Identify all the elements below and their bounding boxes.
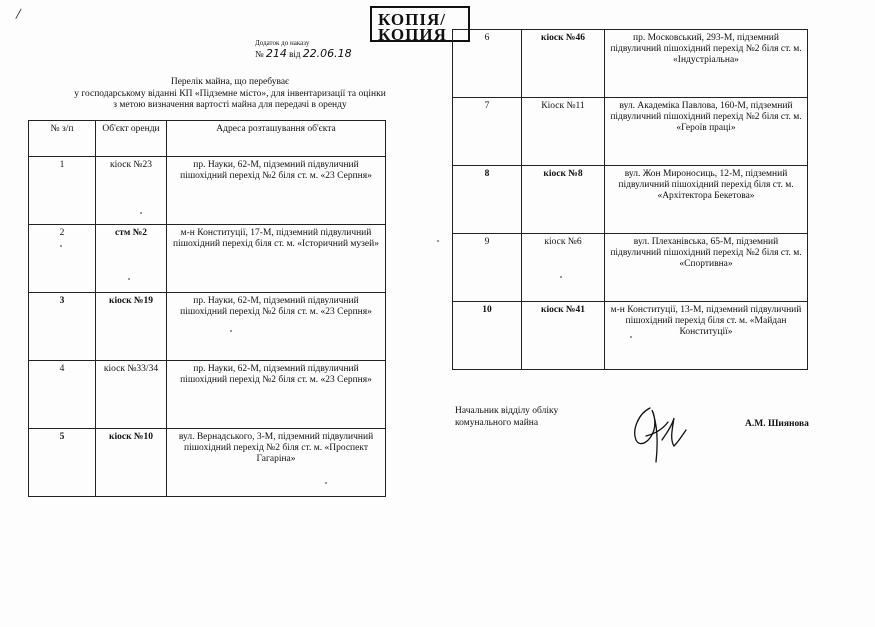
row-address: вул. Жон Мироносиць, 12-М, підземний підвуличний пішохідний перехід біля ст. м. «Архітектора Бекетова»	[605, 166, 808, 234]
row-address: м-н Конституції, 13-М, підземний підвуличний пішохідний перехід біля ст. м. «Майдан Конституції»	[605, 302, 808, 370]
signatory-name: А.М. Шиянова	[745, 419, 809, 429]
row-object: кіоск №8	[522, 166, 605, 234]
row-num: 9	[453, 234, 522, 302]
signatory-title-line-2: комунального майна	[455, 417, 539, 428]
row-object: кіоск №33/34	[96, 361, 167, 429]
row-object: кіоск №6	[522, 234, 605, 302]
row-object: кіоск №10	[96, 429, 167, 497]
row-address: м-н Конституції, 17-М, підземний підвуличний пішохідний перехід біля ст. м. «Історичний музей»	[167, 225, 386, 293]
row-address: вул. Академіка Павлова, 160-М, підземний підвуличний пішохідний перехід №2 біля ст. м. «Героїв праці»	[605, 98, 808, 166]
row-address: вул. Вернадського, 3-М, підземний підвуличний пішохідний перехід №2 біля ст. м. «Проспект Гагаріна»	[167, 429, 386, 497]
row-num: 1	[29, 157, 96, 225]
header-address: Адреса розташування об'єкта	[167, 121, 386, 157]
title-line-1: Перелік майна, що перебуває	[170, 77, 290, 87]
addendum-number-label: №	[255, 49, 264, 59]
title-line-2: у господарському віданні КП «Підземне місто», для інвентаризації та оцінки	[74, 88, 386, 99]
addendum-date-label: від	[289, 49, 301, 59]
table-row	[29, 361, 386, 429]
header-num: № з/п	[29, 121, 96, 157]
property-table-left	[28, 120, 386, 497]
table-header-row	[29, 121, 386, 157]
pen-mark: /	[14, 5, 22, 24]
table-row	[453, 98, 808, 166]
table-row	[453, 166, 808, 234]
signatory-title	[455, 406, 558, 429]
row-address: пр. Науки, 62-М, підземний підвуличний пішохідний перехід №2 біля ст. м. «23 Серпня»	[167, 157, 386, 225]
row-object: кіоск №19	[96, 293, 167, 361]
scan-speck	[437, 240, 439, 242]
table-row	[29, 157, 386, 225]
row-num: 3	[29, 293, 96, 361]
row-object: кіоск №23	[96, 157, 167, 225]
table-row	[29, 225, 386, 293]
scan-speck	[140, 212, 142, 214]
row-address: вул. Плеханівська, 65-М, підземний підвуличний пішохідний перехід №2 біля ст. м. «Спортивна»	[605, 234, 808, 302]
addendum-number: 214	[265, 47, 287, 60]
row-object: стм №2	[96, 225, 167, 293]
row-address: пр. Науки, 62-М, підземний підвуличний пішохідний перехід №2 біля ст. м. «23 Серпня»	[167, 361, 386, 429]
scan-speck	[630, 336, 632, 338]
addendum-block	[255, 39, 352, 60]
row-address: пр. Московський, 293-М, підземний підвуличний пішохідний перехід №2 біля ст. м. «Індустріальна»	[605, 30, 808, 98]
scan-speck	[128, 278, 130, 280]
row-num: 8	[453, 166, 522, 234]
document-title	[30, 77, 430, 112]
title-line-3: з метою визначення вартості майна для передачі в оренду	[113, 100, 347, 110]
signatory-title-line-1: Начальник відділу обліку	[455, 406, 559, 416]
stamp-line-2: КОПИЯ	[378, 25, 447, 44]
scan-speck	[60, 245, 62, 247]
table-row	[453, 234, 808, 302]
row-num: 7	[453, 98, 522, 166]
handwritten-signature	[628, 400, 690, 470]
property-table-right	[452, 29, 808, 370]
row-object: Кіоск №11	[522, 98, 605, 166]
addendum-date: 22.06.18	[302, 47, 352, 60]
scan-speck	[325, 482, 327, 484]
row-num: 2	[29, 225, 96, 293]
row-address: пр. Науки, 62-М, підземний підвуличний пішохідний перехід №2 біля ст. м. «23 Серпня»	[167, 293, 386, 361]
table-row	[29, 293, 386, 361]
addendum-number-row	[255, 47, 352, 60]
scan-speck	[560, 276, 562, 278]
row-num: 6	[453, 30, 522, 98]
row-num: 4	[29, 361, 96, 429]
row-object: кіоск №41	[522, 302, 605, 370]
scan-speck	[230, 330, 232, 332]
stamp-line-1: КОПІЯ/	[378, 10, 446, 29]
row-num: 5	[29, 429, 96, 497]
table-row	[453, 30, 808, 98]
addendum-label: Додаток до наказу	[255, 39, 310, 47]
row-object: кіоск №46	[522, 30, 605, 98]
header-object: Об'єкт оренди	[96, 121, 167, 157]
table-row	[29, 429, 386, 497]
row-num: 10	[453, 302, 522, 370]
